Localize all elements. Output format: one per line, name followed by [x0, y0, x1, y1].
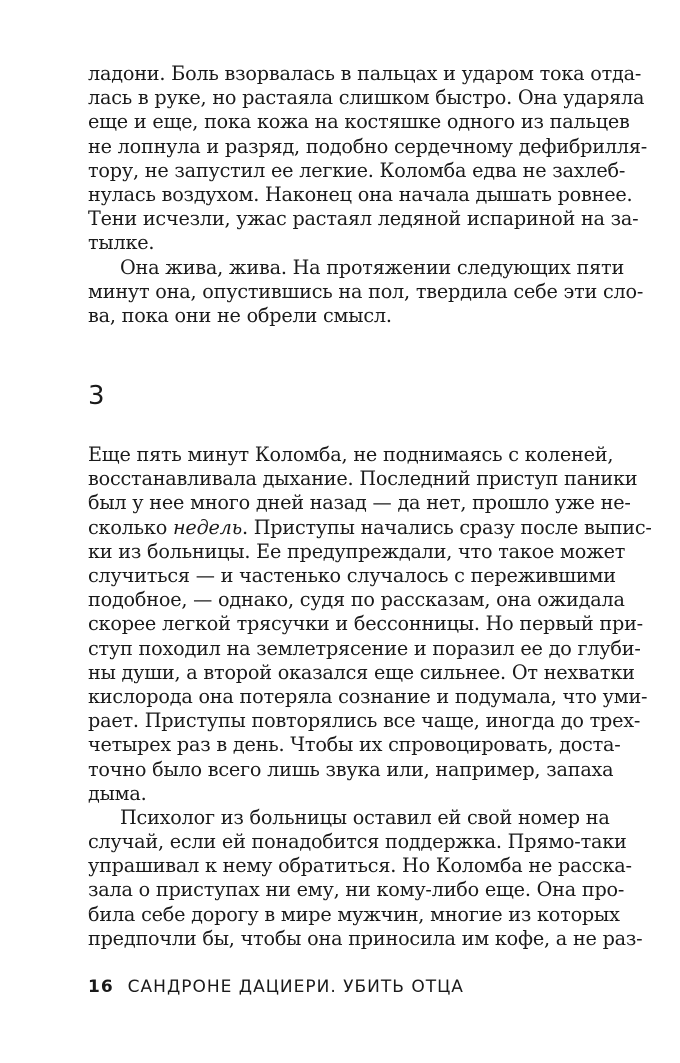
text-line: минут она, опустившись на пол, твердила себе эти сло-: [88, 279, 644, 303]
text-line: лась в руке, но растаяла слишком быстро. Она ударяла: [88, 86, 645, 110]
page-number: 16: [88, 977, 114, 997]
page-body: [88, 62, 652, 951]
text-line: зала о приступах ни ему, ни кому-либо еще. Она про-: [88, 878, 625, 902]
text-line: дыма.: [88, 781, 147, 805]
text-line: предпочли бы, чтобы она приносила им кофе, а не раз-: [88, 926, 643, 950]
text-line: точно было всего лишь звука или, например, запаха: [88, 757, 614, 781]
text-line: тору, не запустил ее легкие. Коломба едва не захлеб-: [88, 158, 626, 182]
text-line: случай, если ей понадобится поддержка. Прямо-таки: [88, 830, 627, 854]
text-line: Еще пять минут Коломба, не поднимаясь с коленей,: [88, 443, 614, 467]
italic-word: недель: [172, 515, 242, 539]
text-line: ны души, а второй оказался еще сильнее. От нехватки: [88, 660, 635, 684]
text-segment: сколько: [88, 515, 173, 539]
text-line: ладони. Боль взорвалась в пальцах и ударом тока отда-: [88, 62, 642, 85]
text-line: подобное, — однако, судя по рассказам, она ожидала: [88, 588, 625, 612]
text-line: восстанавливала дыхание. Последний приступ паники: [88, 467, 638, 491]
text-line: Она жива, жива. На протяжении следующих пяти: [120, 255, 625, 279]
text-line: ва, пока они не обрели смысл.: [88, 303, 392, 327]
paragraph-continued: [88, 62, 648, 256]
text-line: Психолог из больницы оставил ей свой номер на: [120, 805, 610, 829]
text-segment: . Приступы начались сразу после выпис-: [241, 515, 652, 539]
text-line: был у нее много дней назад — да нет, прошло уже не-: [88, 491, 631, 515]
running-title: САНДРОНЕ ДАЦИЕРИ. УБИТЬ ОТЦА: [127, 977, 464, 997]
text-line: ступ походил на землетрясение и поразил ее до глуби-: [88, 636, 641, 660]
text-line: не лопнула и разряд, подобно сердечному дефибрилля-: [88, 134, 648, 158]
text-line: тылке.: [88, 231, 155, 255]
page-footer: [88, 977, 464, 997]
text-line: рает. Приступы повторялись все чаще, иногда до трех-: [88, 709, 641, 733]
text-line: скорее легкой трясучки и бессонницы. Но первый при-: [88, 612, 643, 636]
text-line: случиться — и частенько случалось с пережившими: [88, 564, 616, 587]
text-line: Тени исчезли, ужас растаял ледяной испариной на за-: [88, 207, 639, 231]
paragraph: [88, 805, 643, 951]
text-line: упрашивал к нему обратиться. Но Коломба не расска-: [88, 854, 632, 878]
text-line: била себе дорогу в мире мужчин, многие из которых: [88, 902, 620, 926]
paragraph: [88, 255, 644, 329]
text-line: еще и еще, пока кожа на костяшке одного из пальцев: [88, 110, 630, 134]
text-line-with-italic: [88, 515, 652, 540]
text-line: кислорода она потеряла сознание и подумала, что уми-: [88, 684, 648, 708]
paragraph: [88, 443, 652, 806]
chapter-number: 3: [88, 381, 106, 412]
text-line: четырех раз в день. Чтобы их спровоцировать, доста-: [88, 733, 621, 757]
text-line: ки из больницы. Ее предупреждали, что такое может: [88, 539, 626, 563]
text-line: нулась воздухом. Наконец она начала дышать ровнее.: [88, 182, 633, 206]
